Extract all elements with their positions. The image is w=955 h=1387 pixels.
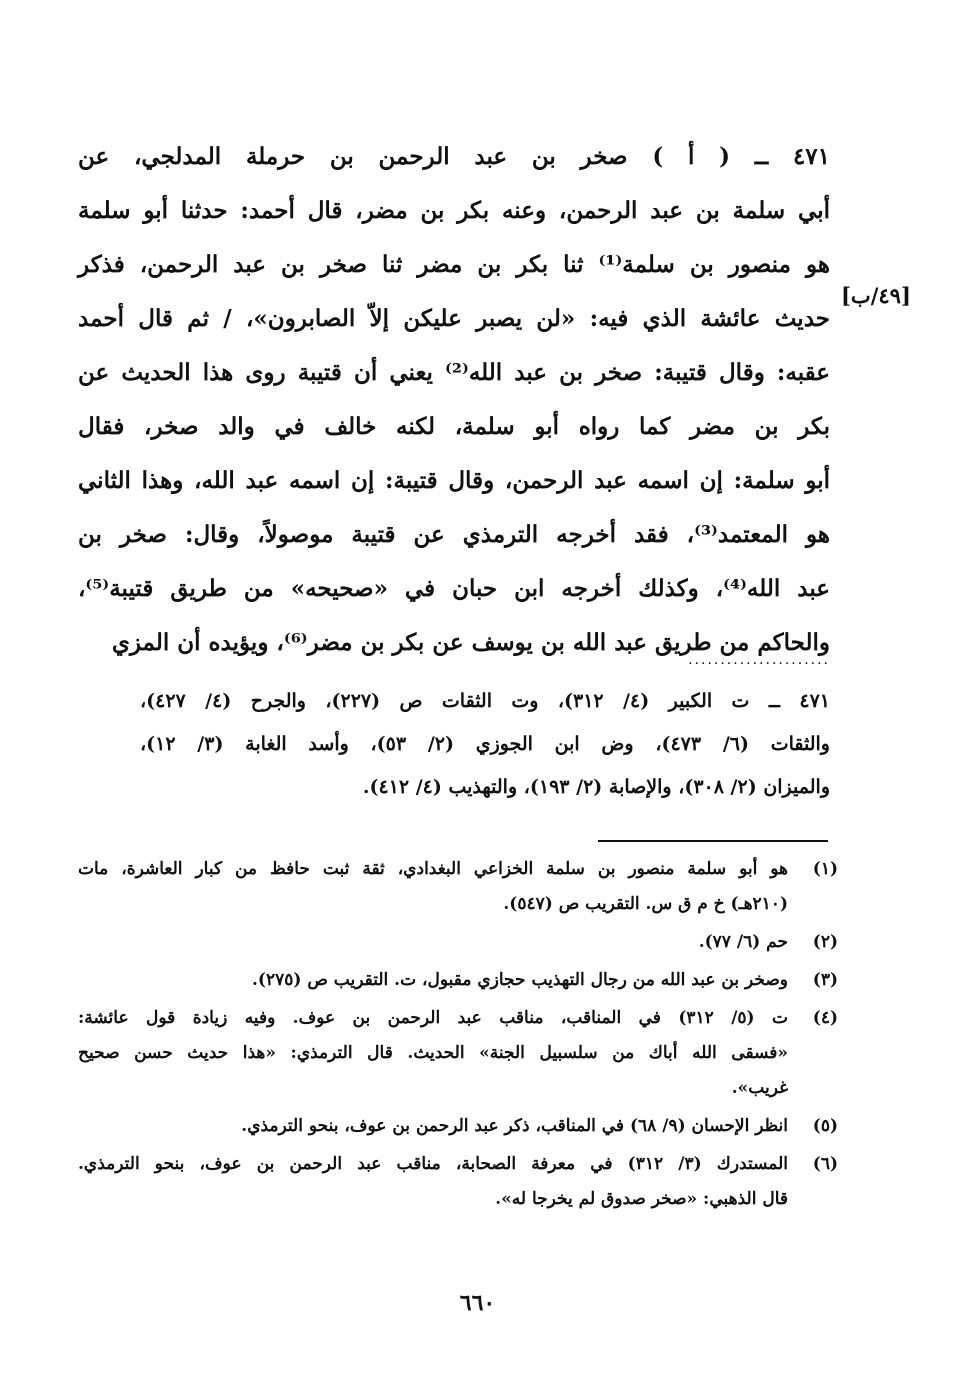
main-text-line: أبي سلمة بن عبد الرحمن، وعنه بكر بن مضر، قال أحمد: حدثنا أبو سلمة (78, 197, 830, 224)
reference-line: والثقات (٦/ ٤٧٣)، وض ابن الجوزي (٢/ ٥٣)، وأسد الغابة (٣/ ١٢)، (140, 733, 830, 755)
footnote-line: ت (٥/ ٣١٢) في المناقب، مناقب عبد الرحمن بن عوف. وفيه زيادة قول عائشة: (78, 1008, 789, 1028)
main-text-line: حديث عائشة الذي فيه: «لن يصبر عليكن إلاّ الصابرون»، / ثم قال أحمد (78, 305, 830, 332)
main-text-line: هو المعتمد⁽³⁾، فقد أخرجه الترمذي عن قتيبة موصولاً، وقال: صخر بن (78, 521, 830, 548)
footnotes (78, 852, 838, 1220)
footnote-line: المستدرك (٣/ ٣١٢) في معرفة الصحابة، مناقب عبد الرحمن بن عوف، بنحو الترمذي. (78, 1154, 788, 1174)
main-text (78, 130, 830, 670)
footnote-number: (٢) (812, 932, 838, 952)
main-text-line: أبو سلمة: إن اسمه عبد الرحمن، وقال قتيبة: إن اسمه عبد الله، وهذا الثاني (78, 467, 830, 494)
main-text-line: عقبه: وقال قتيبة: صخر بن عبد الله⁽²⁾ يعني أن قتيبة روى هذا الحديث عن (78, 359, 831, 386)
separator-dots: ...................... (688, 652, 830, 668)
main-text-line: عبد الله⁽⁴⁾، وكذلك أخرجه ابن حبان في «صحيحه» من طريق قتيبة⁽⁵⁾، (78, 575, 830, 602)
reference-line: والميزان (٢/ ٣٠٨)، والإصابة (٢/ ١٩٣)، والتهذيب (٤/ ٤١٢). (362, 776, 830, 798)
footnote (78, 925, 838, 960)
main-text-line: والحاكم من طريق عبد الله بن يوسف عن بكر بن مضر⁽⁶⁾، ويؤيده أن المزي (111, 629, 830, 656)
footnote (78, 852, 838, 922)
reference-line: ٤٧١ ــ ت الكبير (٤/ ٣١٢)، وت الثقات ص (٢٢٧)، والجرح (٤/ ٤٢٧)، (140, 690, 830, 712)
footnote-line: وصخر بن عبد الله من رجال التهذيب حجازي مقبول، ت. التقريب ص (٢٧٥). (251, 970, 788, 990)
footnote-number: (٦) (812, 1154, 838, 1174)
references-block (140, 680, 830, 809)
footnote (78, 963, 838, 998)
footnote-rule (598, 840, 828, 842)
main-text-line: بكر بن مضر كما رواه أبو سلمة، لكنه خالف في والد صخر، فقال (78, 413, 830, 440)
footnote-line: هو أبو سلمة منصور بن سلمة الخزاعي البغدادي، ثقة ثبت حافظ من كبار العاشرة، مات (78, 859, 788, 879)
footnote-number: (٥) (812, 1116, 838, 1136)
footnote-number: (٣) (812, 970, 838, 990)
footnote (78, 1001, 838, 1106)
footnote-line: حم (٦/ ٧٧). (698, 932, 788, 952)
main-text-line: هو منصور بن سلمة⁽¹⁾ ثنا بكر بن مضر ثنا صخر بن عبد الرحمن، فذكر (78, 251, 830, 278)
footnote (78, 1147, 838, 1217)
margin-folio-note: [٤٩/ب] (841, 283, 911, 308)
footnote-line: قال الذهبي: «صخر صدوق لم يخرجا له». (495, 1189, 788, 1209)
page-number: ٦٦٠ (459, 1290, 496, 1316)
footnote (78, 1109, 838, 1144)
footnote-line: غريب». (731, 1078, 788, 1098)
footnote-number: (١) (812, 859, 838, 879)
footnote-line: انظر الإحسان (٩/ ٦٨) في المناقب، ذكر عبد الرحمن بن عوف، بنحو الترمذي. (241, 1116, 788, 1136)
footnote-line: (٢١٠هـ) خ م ق س. التقريب ص (٥٤٧). (503, 894, 788, 914)
footnote-line: «فسقى الله أباك من سلسبيل الجنة» الحديث. قال الترمذي: «هذا حديث حسن صحيح (78, 1043, 788, 1063)
main-text-line: ٤٧١ ــ ( أ ) صخر بن عبد الرحمن بن حرملة المدلجي، عن (78, 143, 830, 170)
footnote-number: (٤) (812, 1008, 838, 1028)
